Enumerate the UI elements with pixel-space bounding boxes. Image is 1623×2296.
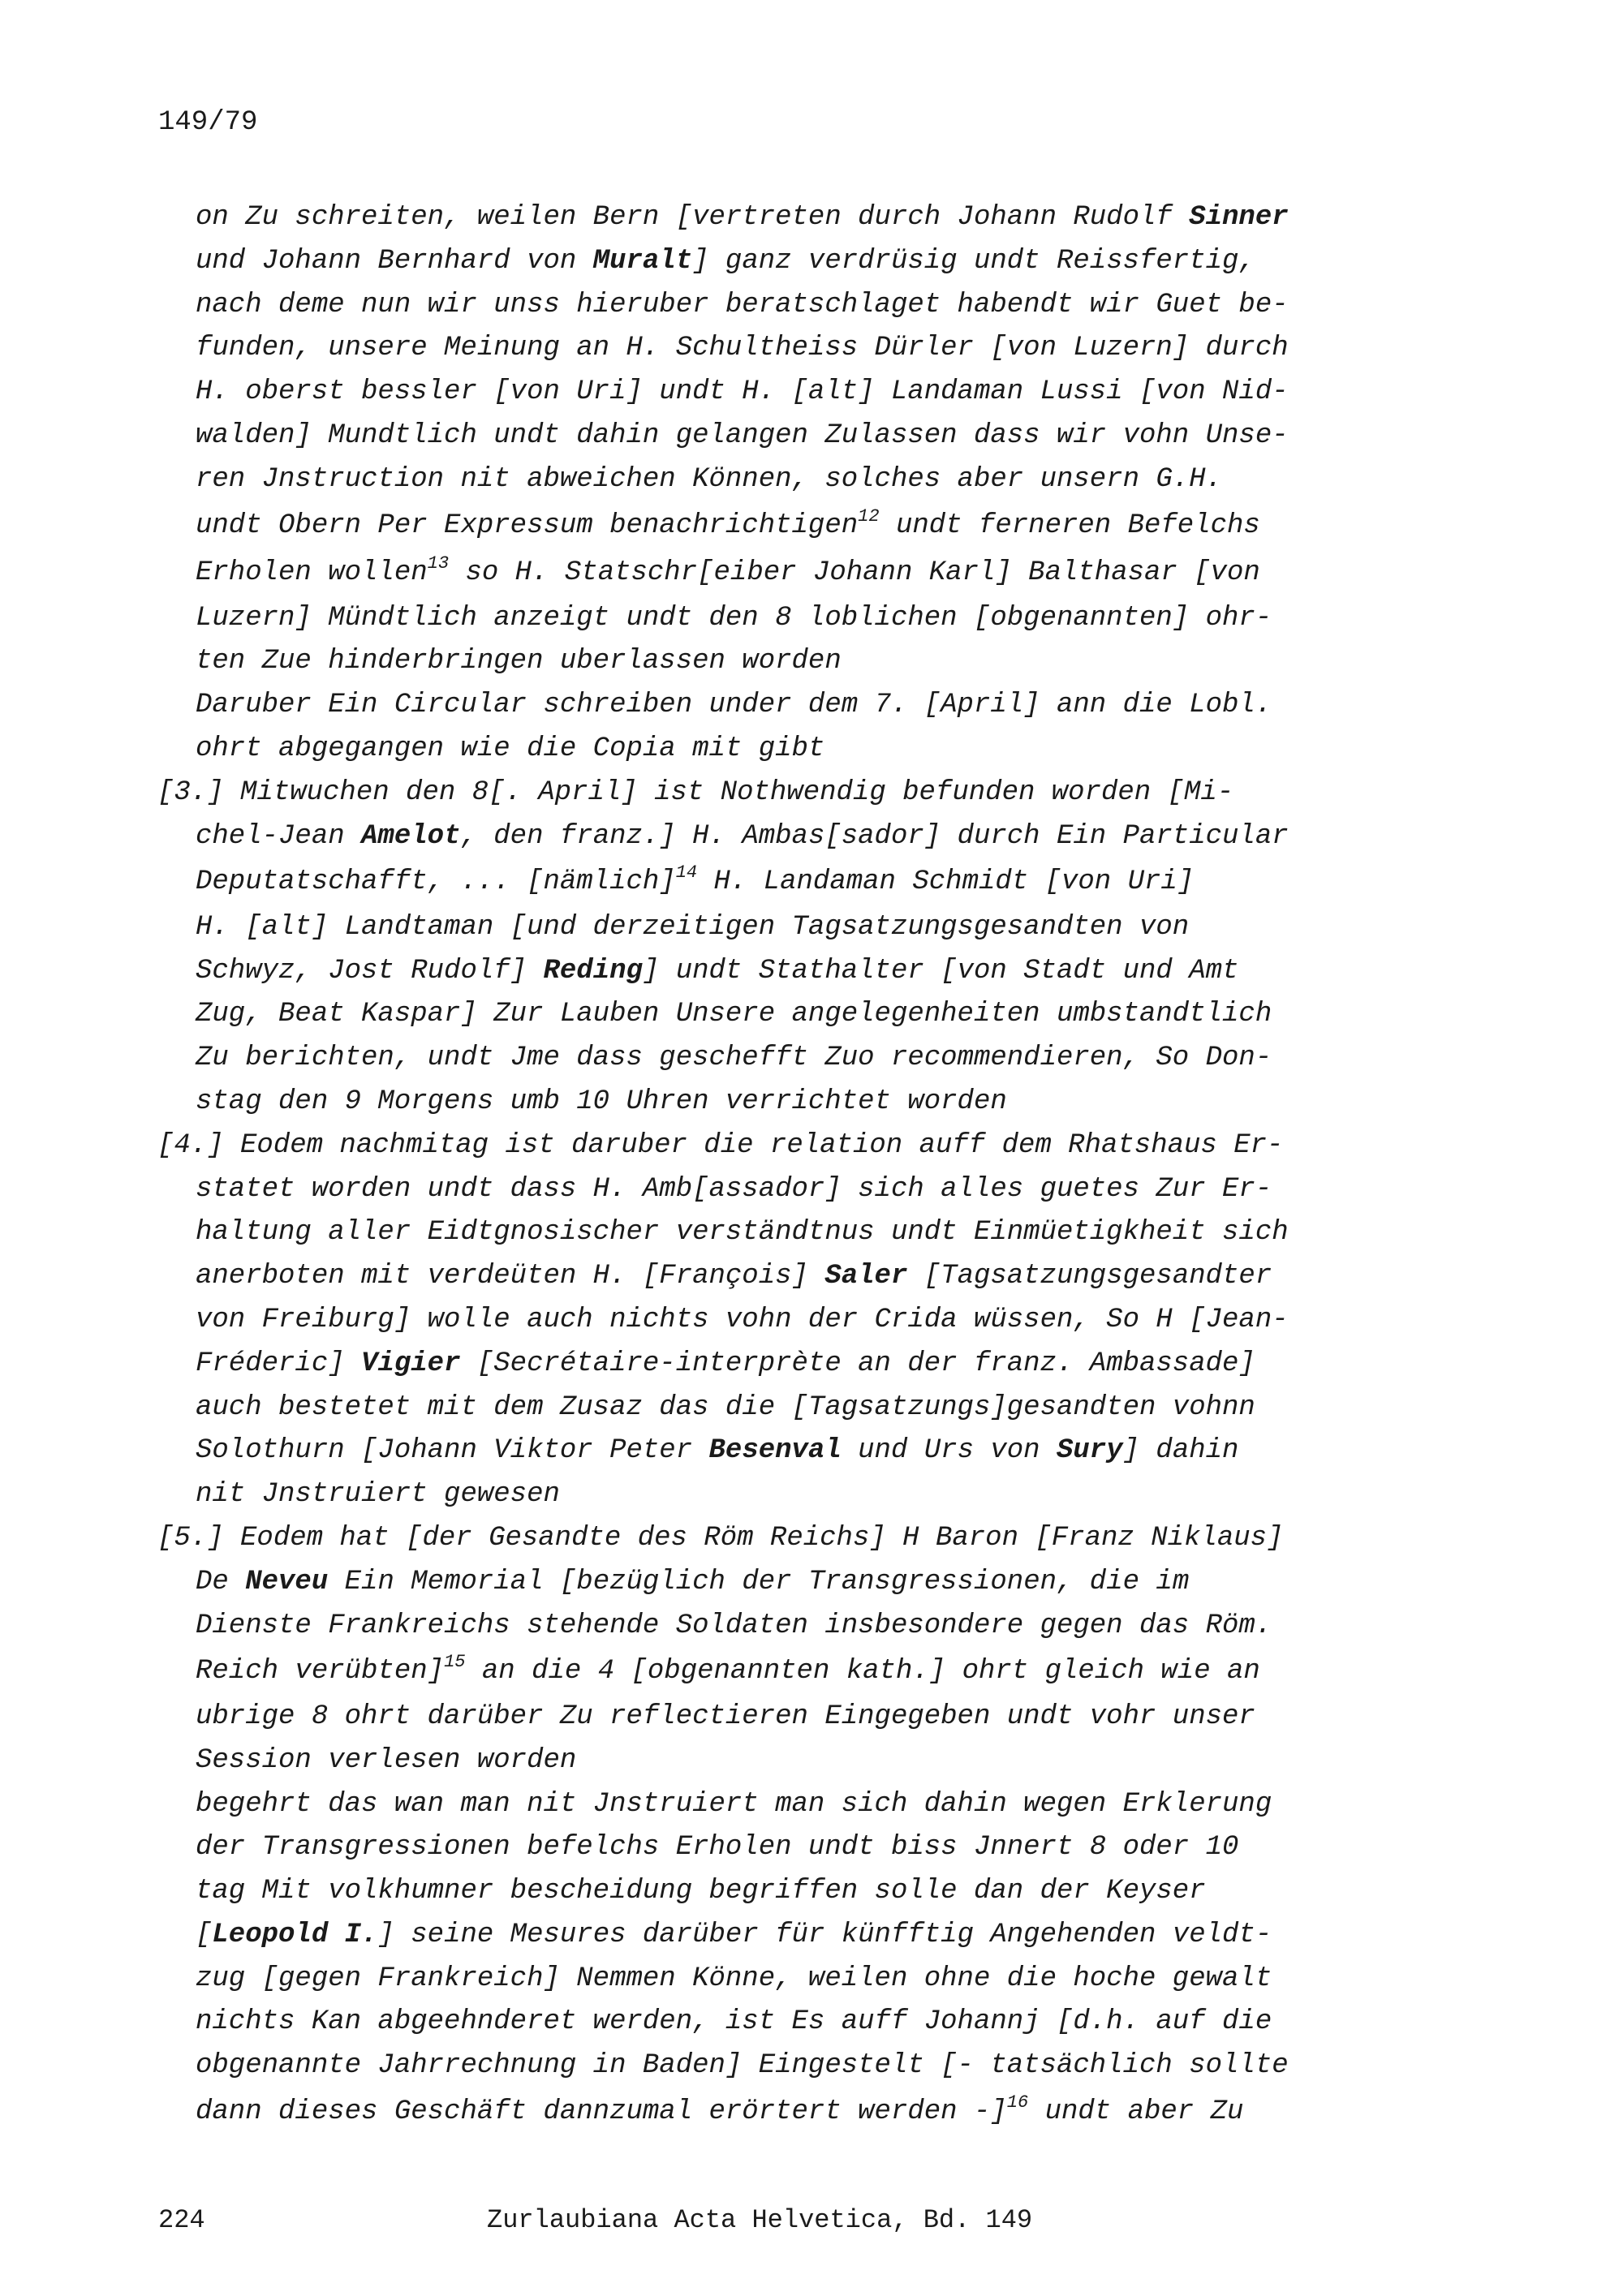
line-text: Solothurn [Johann Viktor Peter [196, 1435, 709, 1467]
text-line [0, 1648, 1623, 1696]
text-line [0, 1826, 1623, 1870]
text-line [0, 240, 1623, 284]
line-text: Fréderic] [196, 1348, 362, 1379]
line-text: ubrige 8 ohrt darüber Zu reflectieren Eingegeben undt vohr unser [196, 1701, 1255, 1732]
page-reference: 149/79 [158, 107, 258, 138]
line-text: nach deme nun wir unss hieruber beratschlaget habendt wir Guet be- [196, 289, 1289, 320]
line-text: Reich verübten] [196, 1656, 445, 1688]
line-text: zug [gegen Frankreich] Nemmen Könne, weilen ohne die hoche gewalt [196, 1963, 1272, 1994]
text-line [0, 2044, 1623, 2088]
line-text-cont: [Secrétaire-interprète an der franz. Ambassade] [460, 1348, 1255, 1379]
text-line [0, 1958, 1623, 2001]
line-text-cont: ] ganz verdrüsig undt Reissfertig, [692, 245, 1255, 277]
line-text: chel-Jean [196, 820, 362, 852]
line-text-cont: so H. Statschr[eiber Johann Karl] Balthasar [von [449, 557, 1260, 589]
line-text-cont: , den franz.] H. Ambas[sador] durch Ein Particular [460, 820, 1289, 852]
footnote-ref: 13 [427, 553, 450, 574]
text-line [0, 815, 1623, 859]
person-name: Saler [824, 1261, 908, 1292]
text-line [0, 950, 1623, 994]
line-text: Dienste Frankreichs stehende Soldaten insbesondere gegen das Röm. [196, 1610, 1272, 1641]
text-line [0, 1783, 1623, 1827]
line-text-cont: ] dahin [1122, 1435, 1239, 1467]
line-text: undt Obern Per Expressum benachrichtigen [196, 510, 859, 541]
line-text: [5.] Eodem hat [der Gesandte des Röm Reichs] H Baron [Franz Niklaus] [157, 1523, 1284, 1554]
person-name: Sinner [1189, 202, 1289, 233]
text-line [0, 728, 1623, 772]
person-name: Reding [543, 955, 643, 987]
line-text: auch bestetet mit dem Zusaz das die [Tagsatzungs]gesandten vohnn [196, 1391, 1255, 1423]
line-text-cont: Ein Memorial [bezüglich der Transgressionen, die im [328, 1566, 1190, 1597]
line-text: Zug, Beat Kaspar] Zur Lauben Unsere angelegenheiten umbstandtlich [196, 999, 1272, 1030]
line-text: Daruber Ein Circular schreiben under dem 7. [April] ann die Lobl. [196, 690, 1272, 721]
text-line [0, 906, 1623, 950]
text-line [0, 2088, 1623, 2136]
line-text: [4.] Eodem nachmitag ist daruber die relation auff dem Rhatshaus Er- [157, 1129, 1284, 1161]
line-text: statet worden undt dass H. Amb[assador] sich alles guetes Zur Er- [196, 1173, 1272, 1205]
text-line [0, 640, 1623, 684]
text-line [0, 1739, 1623, 1783]
text-line [0, 1124, 1623, 1168]
person-name: Muralt [592, 245, 693, 277]
text-line [0, 1696, 1623, 1739]
footnote-ref: 12 [858, 505, 880, 527]
line-text: De [196, 1566, 246, 1597]
text-line [0, 549, 1623, 597]
line-text-cont: ] undt Stathalter [von Stadt und Amt [642, 955, 1239, 987]
text-line [0, 284, 1623, 328]
text-line [0, 415, 1623, 458]
line-text: H. oberst bessler [von Uri] undt H. [alt] Landaman Lussi [von Nid- [196, 376, 1289, 408]
line-text: [3.] Mitwuchen den 8[. April] ist Nothwendig befunden worden [Mi- [157, 776, 1234, 808]
line-text: begehrt das wan man nit Jnstruiert man sich dahin wegen Erklerung [196, 1788, 1272, 1820]
text-line [0, 1387, 1623, 1430]
line-text-cont: undt aber Zu [1028, 2096, 1244, 2128]
text-line [0, 1343, 1623, 1387]
line-text-cont: undt ferneren Befelchs [879, 510, 1260, 541]
footnote-ref: 16 [1006, 2092, 1029, 2113]
text-line [0, 502, 1623, 550]
footnote-ref: 14 [675, 862, 698, 884]
footer-page-number: 224 [158, 2205, 205, 2235]
line-text: obgenannte Jahrrechnung in Baden] Eingestelt [- tatsächlich sollte [196, 2050, 1289, 2082]
text-line [0, 1870, 1623, 1914]
line-text: haltung aller Eidtgnosischer verständtnus undt Einmüetigkheit sich [196, 1217, 1289, 1249]
line-text: Session verlesen worden [196, 1744, 577, 1776]
text-line [0, 1299, 1623, 1343]
line-text: [ [196, 1919, 213, 1950]
line-text: Luzern] Mündtlich anzeigt undt den 8 loblichen [obgenannten] ohr- [196, 602, 1272, 634]
text-line [0, 196, 1623, 240]
text-line [0, 597, 1623, 641]
line-text: Erholen wollen [196, 557, 428, 589]
line-text: on Zu schreiten, weilen Bern [vertreten durch Johann Rudolf [196, 202, 1190, 233]
line-text: ten Zue hinderbringen uberlassen worden [196, 646, 842, 677]
person-name: Vigier [361, 1348, 461, 1379]
person-name: Amelot [361, 820, 461, 852]
line-text: funden, unsere Meinung an H. Schultheiss Dürler [von Luzern] durch [196, 333, 1289, 364]
line-text: und Johann Bernhard von [196, 245, 593, 277]
text-line [0, 1037, 1623, 1081]
text-line [0, 1168, 1623, 1212]
text-line [0, 1605, 1623, 1649]
text-line [0, 1255, 1623, 1299]
text-line [0, 1211, 1623, 1255]
text-line [0, 684, 1623, 728]
line-text: Zu berichten, undt Jme dass geschefft Zuo recommendieren, So Don- [196, 1043, 1272, 1074]
text-line [0, 2001, 1623, 2044]
line-text: stag den 9 Morgens umb 10 Uhren verrichtet worden [196, 1086, 1007, 1118]
text-line [0, 772, 1623, 815]
line-text: der Transgressionen befelchs Erholen undt biss Jnnert 8 oder 10 [196, 1832, 1239, 1864]
text-line [0, 1517, 1623, 1561]
person-name: Leopold I. [212, 1919, 378, 1950]
line-text-cont: an die 4 [obgenannten kath.] ohrt gleich wie an [465, 1656, 1260, 1688]
line-text: ohrt abgegangen wie die Copia mit gibt [196, 733, 825, 764]
text-line [0, 327, 1623, 371]
document-body [0, 196, 1623, 2136]
text-line [0, 1914, 1623, 1958]
person-name: Sury [1057, 1435, 1123, 1467]
line-text-cont: und Urs von [841, 1435, 1057, 1467]
line-text: nit Jnstruiert gewesen [196, 1479, 560, 1511]
line-text: dann dieses Geschäft dannzumal erörtert werden -] [196, 2096, 1007, 2128]
text-line [0, 1430, 1623, 1473]
footnote-ref: 15 [444, 1652, 466, 1673]
text-line [0, 1081, 1623, 1124]
text-line [0, 1473, 1623, 1517]
line-text: Schwyz, Jost Rudolf] [196, 955, 544, 987]
footer-title: Zurlaubiana Acta Helvetica, Bd. 149 [487, 2205, 1033, 2235]
line-text: walden] Mundtlich undt dahin gelangen Zulassen dass wir vohn Unse- [196, 419, 1289, 451]
text-line [0, 458, 1623, 502]
text-line [0, 858, 1623, 906]
line-text-cont: H. Landaman Schmidt [von Uri] [697, 866, 1195, 898]
person-name: Besenval [708, 1435, 842, 1467]
person-name: Neveu [245, 1566, 329, 1597]
line-text: ren Jnstruction nit abweichen Können, solches aber unsern G.H. [196, 463, 1223, 495]
text-line [0, 371, 1623, 415]
line-text-cont: [Tagsatzungsgesandter [907, 1261, 1272, 1292]
line-text: von Freiburg] wolle auch nichts vohn der Crida wüssen, So H [Jean- [196, 1305, 1289, 1336]
line-text: Deputatschafft, ... [nämlich] [196, 866, 676, 898]
line-text: H. [alt] Landtaman [und derzeitigen Tagsatzungsgesandten von [196, 911, 1190, 943]
text-line [0, 993, 1623, 1037]
line-text: anerboten mit verdeüten H. [François] [196, 1261, 825, 1292]
line-text: tag Mit volkhumner bescheidung begriffen solle dan der Keyser [196, 1876, 1206, 1907]
line-text: nichts Kan abgeehnderet werden, ist Es auff Johannj [d.h. auf die [196, 2006, 1272, 2038]
line-text-cont: ] seine Mesures darüber für künfftig Angehenden veldt- [377, 1919, 1272, 1950]
text-line [0, 1561, 1623, 1605]
